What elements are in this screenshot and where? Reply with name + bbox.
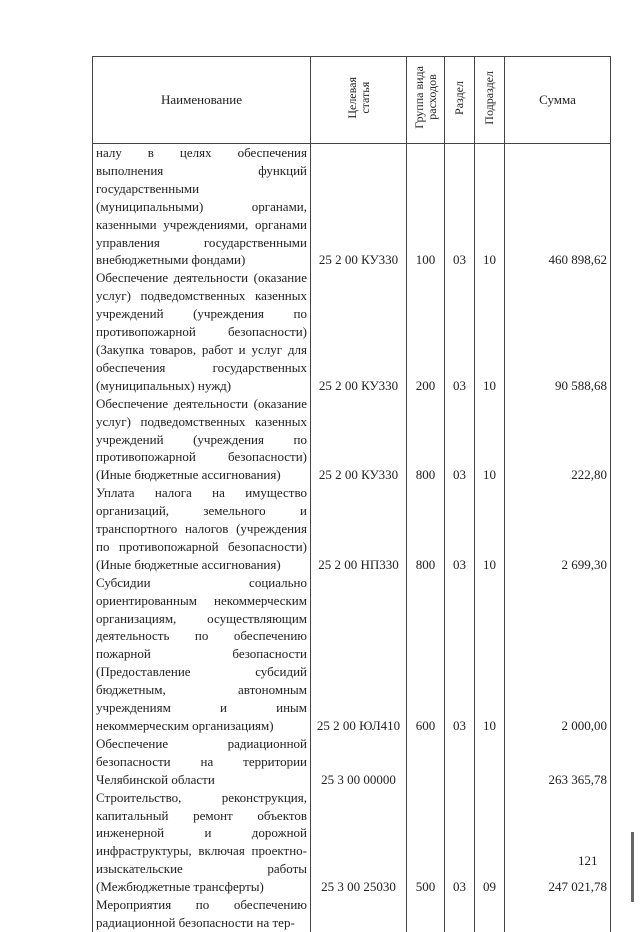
row-name: налу в целях обеспечения выполнения функций государственными (муниципальными) органами, казенными учреждениями, органами управления государственными внебюджетными фондами) [93,144,311,270]
row-section [445,896,475,932]
row-sum: 90 588,68 [505,269,611,394]
row-expense-group: 200 [407,269,445,394]
row-subsection: 10 [475,269,505,394]
row-name: Субсидии социально ориентированным некоммерческим организациям, осуществляющим деятельность по обеспечению пожарной безопасности (Предоставление субсидий бюджетным, автономным учреждениям и иным некоммерческим организациям) [93,574,311,735]
budget-table [92,56,611,932]
table-row [93,269,611,394]
row-subsection: 10 [475,484,505,574]
row-name: Уплата налога на имущество организаций, земельного и транспортного налогов (учреждения по противопожарной безопасности) (Иные бюджетные ассигнования) [93,484,311,574]
table-header-row [93,57,611,144]
row-target-code: 25 3 00 00000 [311,735,407,789]
row-expense-group: 800 [407,395,445,485]
row-target-code: 25 2 00 КУ330 [311,395,407,485]
row-sum: 247 021,78 [505,789,611,896]
row-section: 03 [445,789,475,896]
row-expense-group [407,735,445,789]
row-sum: 2 000,00 [505,574,611,735]
row-section: 03 [445,574,475,735]
table-row [93,735,611,789]
table-row [93,144,611,270]
header-name: Наименование [93,57,311,144]
row-subsection: 10 [475,574,505,735]
page-number: 121 [578,853,598,868]
row-subsection: 10 [475,395,505,485]
row-sum [505,896,611,932]
table-body [93,144,611,932]
row-section [445,735,475,789]
table-row [93,789,611,896]
row-name: Мероприятия по обеспечению радиационной безопасности на тер- [93,896,311,932]
row-sum: 460 898,62 [505,144,611,270]
header-section: Раздел [445,57,475,144]
header-group: Группа вида расходов [407,57,445,144]
row-sum: 263 365,78 [505,735,611,789]
row-expense-group: 800 [407,484,445,574]
row-section: 03 [445,269,475,394]
row-section: 03 [445,144,475,270]
row-section: 03 [445,484,475,574]
header-sum: Сумма [505,57,611,144]
row-target-code: 25 2 00 НП330 [311,484,407,574]
row-expense-group [407,896,445,932]
row-target-code: 25 3 00 25030 [311,789,407,896]
row-target-code: 25 2 00 КУ330 [311,269,407,394]
row-subsection [475,735,505,789]
header-target: Целевая статья [311,57,407,144]
row-name: Строительство, реконструкция, капитальный ремонт объектов инженерной и дорожной инфраструктуры, включая проектно-изыскательские работы (Межбюджетные трансферты) [93,789,311,896]
table-row [93,484,611,574]
row-sum: 222,80 [505,395,611,485]
row-expense-group: 600 [407,574,445,735]
row-name: Обеспечение радиационной безопасности на территории Челябинской области [93,735,311,789]
row-target-code: 25 2 00 ЮЛ410 [311,574,407,735]
row-subsection: 09 [475,789,505,896]
row-expense-group: 500 [407,789,445,896]
row-expense-group: 100 [407,144,445,270]
row-subsection: 10 [475,144,505,270]
row-target-code: 25 2 00 КУ330 [311,144,407,270]
row-name: Обеспечение деятельности (оказание услуг) подведомственных казенных учреждений (учреждения по противопожарной безопасности) (Закупка товаров, работ и услуг для обеспечения государственных (муниципальных) нужд) [93,269,311,394]
table-row [93,896,611,932]
header-subsection: Подраздел [475,57,505,144]
row-name: Обеспечение деятельности (оказание услуг) подведомственных казенных учреждений (учреждения по противопожарной безопасности) (Иные бюджетные ассигнования) [93,395,311,485]
row-subsection [475,896,505,932]
table-row [93,395,611,485]
row-section: 03 [445,395,475,485]
table-row [93,574,611,735]
row-sum: 2 699,30 [505,484,611,574]
scan-edge-mark [631,832,634,902]
row-target-code [311,896,407,932]
